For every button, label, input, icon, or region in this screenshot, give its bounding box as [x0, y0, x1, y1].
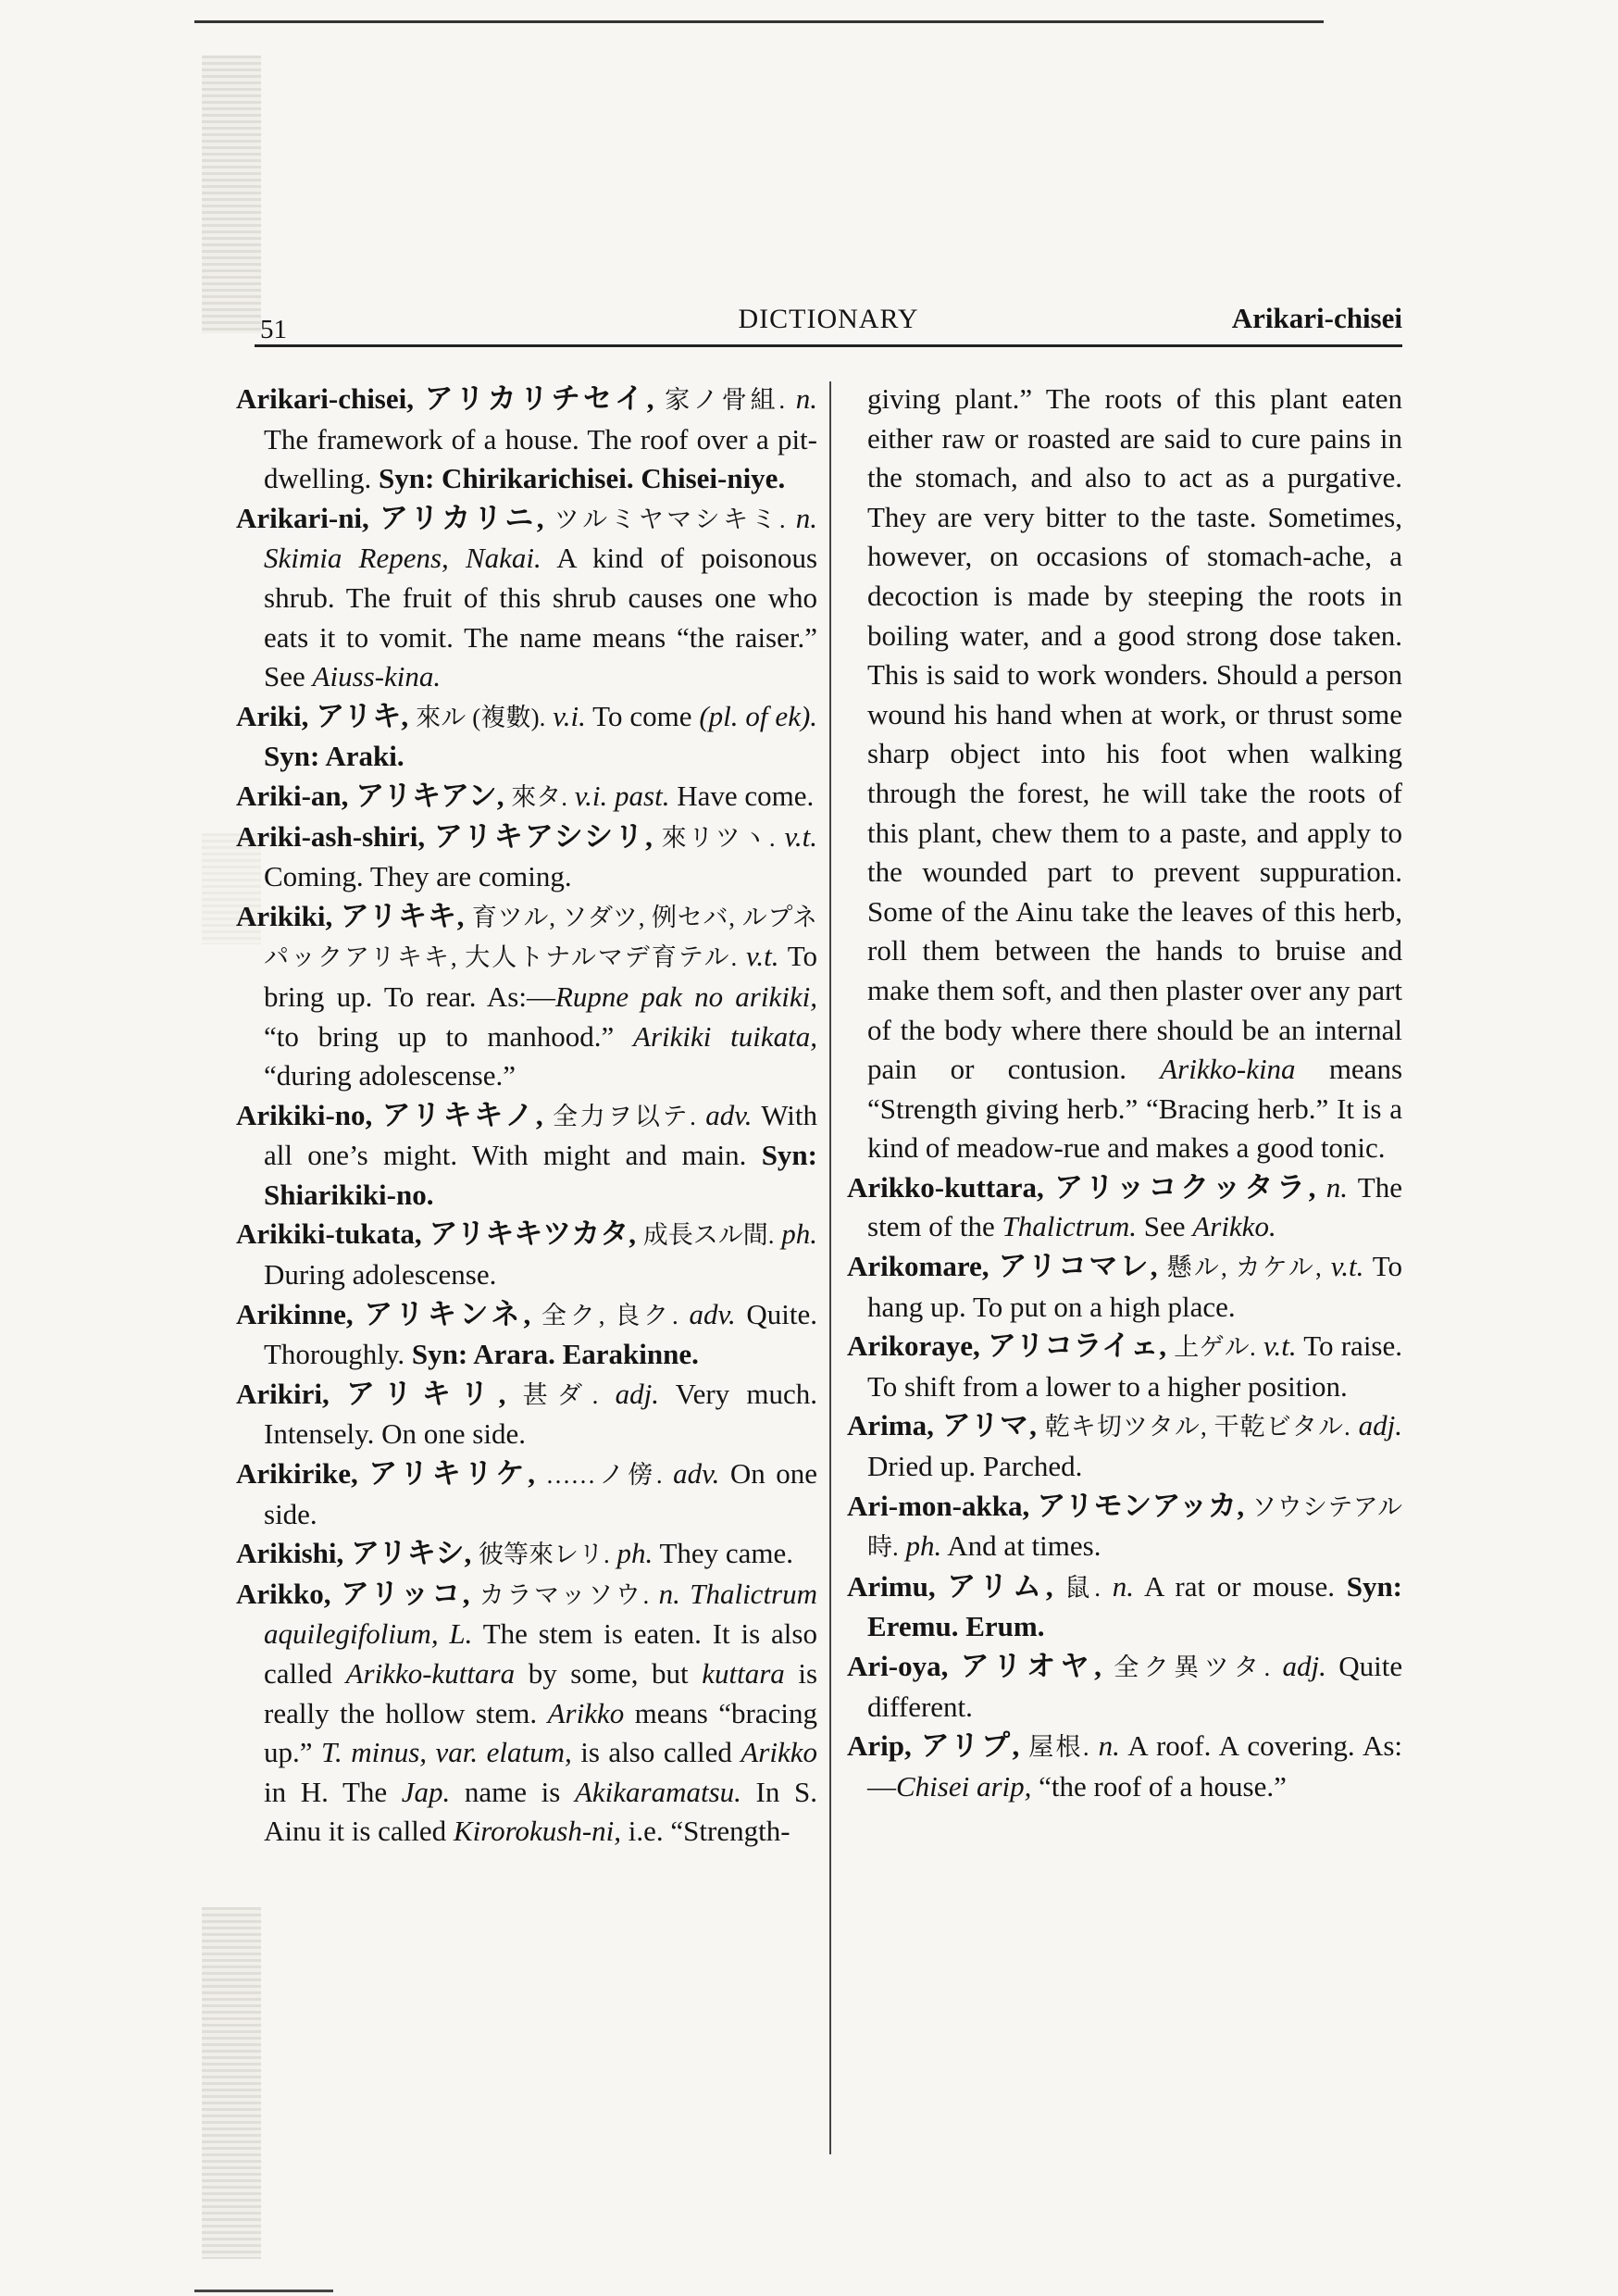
definition: To bring up. To rear. As:— [264, 940, 817, 1013]
japanese-gloss: 家ノ骨組. [665, 386, 786, 414]
left-column [236, 380, 817, 1852]
dictionary-entry [236, 897, 817, 1096]
definition: To hang up. To put on a high place. [867, 1250, 1403, 1323]
dictionary-entry [236, 1534, 817, 1575]
kana: アリキリケ, [368, 1457, 536, 1491]
kana: アリカリニ, [379, 501, 544, 534]
japanese-gloss: 全力ヲ以テ. [553, 1102, 696, 1130]
example: Arikko [741, 1736, 818, 1769]
dictionary-entry [236, 499, 817, 697]
kana: アリオヤ, [960, 1650, 1101, 1682]
running-head [255, 296, 1402, 348]
kana: アリマ, [941, 1409, 1037, 1442]
example: Arikiki tuikata, [633, 1019, 817, 1053]
definition: With all one’s might. With might and main. [264, 1098, 818, 1172]
column-divider [829, 381, 831, 2154]
japanese-gloss: 甚ダ. [522, 1380, 599, 1409]
synonyms: Syn: Araki. [264, 740, 404, 773]
dictionary-entry [236, 1295, 817, 1375]
japanese-gloss: 鼠. [1064, 1573, 1101, 1602]
definition: Dried up. Parched. [867, 1450, 1083, 1483]
headword: Ariki, [236, 699, 309, 732]
japanese-gloss: 育ツル, ソダツ, 例セバ, ルプネパックアリキキ, 大人トナルマデ育テル. [264, 903, 818, 972]
japanese-gloss: 全ク, 良ク. [541, 1301, 678, 1329]
scan-edge-shadow [202, 56, 261, 333]
headword: Ariki-ash-shiri, [236, 819, 426, 853]
scientific-name: Thalictrum aquilegifolium, L. [264, 1577, 818, 1651]
kana: アリキリ, [345, 1377, 506, 1410]
kana: アリカリチセイ, [424, 382, 654, 415]
part-of-speech: n. [795, 382, 818, 415]
definition: The stem of the [867, 1170, 1402, 1243]
kana: アリキ, [316, 699, 409, 732]
headword: Ari-oya, [847, 1650, 949, 1682]
running-title: DICTIONARY [738, 304, 919, 334]
definition: A roof. A covering. As:— [867, 1729, 1403, 1803]
definition: To raise. To shift from a lower to a higher position. [867, 1329, 1403, 1403]
headword: Arikirike, [236, 1457, 358, 1491]
japanese-gloss: 屋根. [1028, 1733, 1089, 1762]
definition: And at times. [947, 1529, 1101, 1563]
japanese-gloss: 成長スル間. [642, 1221, 775, 1250]
dictionary-entry [236, 380, 817, 499]
cross-reference: Aiuss-kina. [312, 660, 442, 693]
part-of-speech: v.t. [784, 819, 818, 853]
definition: by some, but [528, 1657, 689, 1690]
continued-entry [847, 380, 1402, 1168]
headword: Arikomare, [847, 1250, 989, 1283]
kana: アリキキ, [340, 899, 465, 932]
dictionary-entry [847, 1647, 1402, 1727]
kana: アリコマレ, [998, 1250, 1158, 1283]
headword: Arikari-ni, [236, 501, 369, 534]
dictionary-entry [236, 817, 817, 897]
cross-reference: Arikko. [1192, 1210, 1276, 1243]
scan-edge-shadow [202, 1907, 261, 2259]
guide-word: Arikari-chisei [1231, 302, 1402, 334]
example: Arikko-kuttara [345, 1657, 516, 1690]
definition: “the roof of a house.” [1039, 1769, 1287, 1803]
definition: i.e. “Strength- [628, 1815, 790, 1848]
definition: On one side. [264, 1457, 818, 1530]
part-of-speech: adv. [705, 1098, 753, 1131]
example: Chisei arip, [896, 1769, 1032, 1803]
part-of-speech: ph. [781, 1217, 818, 1251]
kana: アリッコクッタラ, [1054, 1170, 1316, 1204]
dictionary-entry [236, 1375, 817, 1454]
definition: means “bracing up.” [264, 1696, 817, 1769]
definition: Very much. Intensely. On one side. [264, 1377, 818, 1451]
dictionary-entry [847, 1327, 1402, 1406]
synonyms: Syn: Arara. Earakinne. [411, 1338, 699, 1371]
definition: “to bring up to manhood.” [264, 1019, 615, 1053]
part-of-speech: v.t. [1330, 1250, 1364, 1283]
right-column [847, 380, 1402, 1806]
part-of-speech: n. [658, 1577, 680, 1610]
japanese-gloss: ……ノ傍. [545, 1461, 663, 1490]
japanese-gloss: 懸ル, カケル, [1166, 1254, 1322, 1282]
definition: See [1143, 1210, 1186, 1243]
definition: is really the hollow stem. [264, 1657, 818, 1729]
japanese-gloss: カラマッソウ. [479, 1580, 650, 1609]
plural-note: (pl. of ek). [699, 699, 818, 732]
dictionary-entry [847, 1487, 1402, 1567]
headword: Arikiri, [236, 1377, 330, 1410]
definition: Coming. They are coming. [264, 860, 572, 893]
part-of-speech: n. [1098, 1729, 1120, 1763]
dictionary-entry [847, 1567, 1402, 1647]
part-of-speech: ph. [905, 1529, 942, 1563]
dictionary-entry [847, 1406, 1402, 1486]
headword: Arikishi, [236, 1537, 344, 1570]
scientific-name: Skimia Repens, Nakai. [264, 542, 541, 575]
page-number: 51 [260, 315, 287, 344]
definition: The stem is eaten. It is also called [264, 1617, 817, 1690]
headword: Arikiki, [236, 899, 333, 932]
dictionary-entry [236, 1096, 817, 1216]
dictionary-entry [236, 1575, 817, 1852]
dictionary-entry [236, 697, 817, 777]
headword: Arikiki-no, [236, 1098, 373, 1131]
kana: アリプ, [920, 1729, 1020, 1763]
japanese-gloss: 彼等來レリ. [478, 1541, 610, 1569]
headword: Arima, [847, 1409, 934, 1442]
example: Akikaramatsu. [574, 1775, 741, 1808]
headword: Arip, [847, 1729, 912, 1763]
japanese-gloss: 上ゲル. [1174, 1333, 1256, 1362]
japanese-gloss: 全ク異ツタ. [1114, 1653, 1271, 1681]
dictionary-entry [847, 1247, 1402, 1327]
kana: アリモンアッカ, [1037, 1489, 1245, 1522]
headword: Arikiki-tukata, [236, 1217, 422, 1251]
definition: in H. The [264, 1775, 388, 1808]
dictionary-entry [236, 1454, 817, 1534]
cross-reference: Arikko-kina [1160, 1053, 1296, 1086]
definition: Have come. [677, 779, 815, 812]
japanese-gloss: 來リツヽ. [661, 823, 776, 852]
definition: name is [464, 1775, 561, 1808]
headword: Arikari-chisei, [236, 382, 414, 415]
continuation-text: giving plant.” The roots of this plant eaten either raw or roasted are said to cure pains in the stomach, and also to act as a purgative. They are very bitter to the taste. Sometimes, however, on occasions of stomach-ache, a decoction is made by steeping the roots in boiling water, and a good strong dose taken. This is said to work wonders. Should a person wound his hand when at work, or thrust some sharp object into his foot when walking through the forest, he will take the roots of this plant, chew them to a paste, and apply to the wounded part to prevent suppuration. Some of the Ainu take the leaves of this herb, roll them between the hands to bruise and make them soft, and then plaster over any part of the body where there should be an internal pain or contusion. [867, 382, 1402, 1086]
headword: Arikko-kuttara, [847, 1170, 1044, 1204]
synonyms: Syn: Shiarikiki-no. [264, 1139, 817, 1211]
part-of-speech: ph. [616, 1537, 653, 1570]
definition: A rat or mouse. [1144, 1569, 1335, 1603]
japanese-gloss: ツルミヤマシキミ. [554, 505, 786, 533]
part-of-speech: adv. [673, 1457, 720, 1491]
definition: During adolescense. [264, 1258, 497, 1292]
definition: The framework of a house. The roof over a pit-dwelling. [264, 422, 817, 495]
synonyms: Syn: Chirikarichisei. Chisei-niye. [379, 462, 786, 495]
part-of-speech: adj. [615, 1377, 659, 1410]
kana: アリッコ, [340, 1577, 470, 1610]
bottom-rule [194, 2290, 333, 2292]
header-rule [255, 344, 1402, 347]
japanese-gloss: 來タ. [511, 782, 567, 811]
definition: A kind of poisonous shrub. The fruit of this shrub causes one who eats it to vomit. The name means “the raiser.” See [264, 542, 818, 693]
part-of-speech: v.t. [745, 940, 779, 973]
dictionary-entry [847, 1727, 1402, 1806]
part-of-speech: v.i. past. [574, 779, 670, 812]
example: Jap. [401, 1775, 451, 1808]
part-of-speech: v.t. [1263, 1329, 1297, 1363]
dictionary-entry [236, 777, 817, 817]
example: Kirorokush-ni, [453, 1815, 622, 1848]
kana: アリキシ, [351, 1537, 472, 1570]
definition: In S. Ainu it is called [264, 1775, 817, 1848]
example: kuttara [702, 1657, 785, 1690]
dictionary-entry [236, 1215, 817, 1294]
definition: “during adolescense.” [264, 1059, 516, 1092]
part-of-speech: adv. [689, 1297, 736, 1330]
kana: アリキアシシリ, [433, 819, 653, 853]
kana: アリム, [947, 1569, 1053, 1603]
definition: is also called [580, 1736, 732, 1769]
headword: Ari-mon-akka, [847, 1489, 1030, 1522]
kana: アリキキツカタ, [429, 1217, 636, 1251]
part-of-speech: n. [795, 501, 818, 534]
definition: They came. [659, 1537, 794, 1570]
example: Rupne pak no arikiki, [554, 980, 817, 1013]
kana: アリキキノ, [381, 1098, 543, 1131]
headword: Arimu, [847, 1569, 936, 1603]
part-of-speech: adj. [1358, 1409, 1403, 1442]
part-of-speech: n. [1326, 1170, 1348, 1204]
japanese-gloss: 乾キ切ツタル, 干乾ビタル. [1044, 1413, 1350, 1441]
dictionary-entry [847, 1168, 1402, 1247]
definition: Quite different. [867, 1650, 1403, 1723]
headword: Arikko, [236, 1577, 331, 1610]
part-of-speech: n. [1112, 1569, 1135, 1603]
part-of-speech: adj. [1282, 1650, 1326, 1682]
definition: Quite. Thoroughly. [264, 1297, 818, 1371]
japanese-gloss: ソウシテアル時. [867, 1492, 1402, 1562]
example: Arikko [547, 1696, 625, 1729]
headword: Arikoraye, [847, 1329, 980, 1363]
kana: アリキアン, [355, 779, 504, 812]
headword: Ariki-an, [236, 779, 349, 812]
example: Thalictrum. [1002, 1210, 1138, 1243]
headword: Arikinne, [236, 1297, 354, 1330]
kana: アリコライェ, [988, 1329, 1166, 1363]
synonyms: Syn: Eremu. Erum. [867, 1569, 1403, 1643]
japanese-gloss: 來ル (複數). [416, 703, 546, 731]
top-rule [194, 20, 1324, 23]
example: T. minus, var. elatum, [321, 1736, 572, 1769]
continuation-text: means “Strength giving herb.” “Bracing herb.” It is a kind of meadow-rue and makes a good tonic. [867, 1053, 1403, 1165]
part-of-speech: v.i. [553, 699, 586, 732]
definition: To come [592, 699, 692, 732]
kana: アリキンネ, [364, 1297, 531, 1330]
